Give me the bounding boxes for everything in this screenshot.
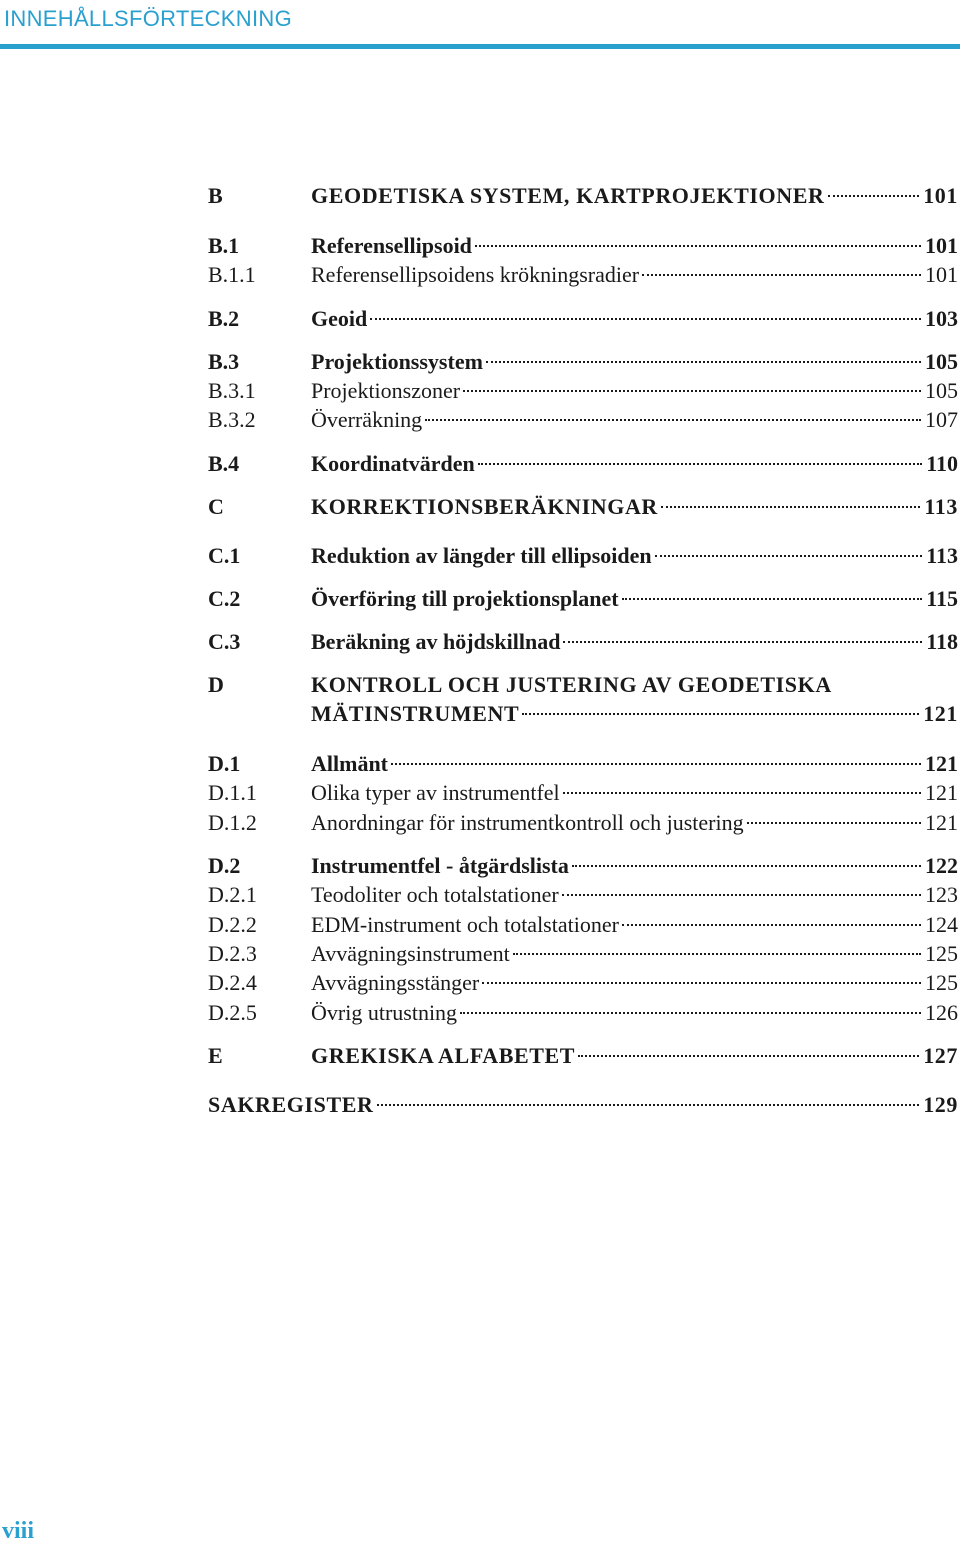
toc-entry-c-1[interactable] [208,541,958,571]
toc-entry-number: C [208,494,225,519]
toc-entry-page: 121 [925,810,958,835]
toc-leader-dots [562,894,921,896]
toc-entry-title: Projektionssystem [311,349,483,374]
toc-entry-c[interactable] [208,492,958,522]
toc-entry-page: 115 [926,586,958,611]
toc-entry-page: 113 [924,494,958,519]
toc-entry-page: 110 [926,451,958,476]
toc-entry-page: 101 [925,262,958,287]
toc-entry-number: C.1 [208,543,241,568]
toc-leader-dots [463,390,921,392]
toc-entry-b-3-1[interactable] [208,376,958,406]
toc-entry-title: Olika typer av instrumentfel [311,780,560,805]
toc-leader-dots [572,865,921,867]
toc-entry-title: Koordinatvärden [311,451,475,476]
toc-entry-b-2[interactable] [208,304,958,334]
footer-page-number: viii [2,1518,35,1544]
toc-leader-dots [475,245,921,247]
toc-entry-number: B.3.1 [208,378,256,403]
toc-entry-title: Beräkning av höjdskillnad [311,629,561,654]
toc-entry-title: Överföring till projektionsplanet [311,586,619,611]
toc-entry-page: 121 [925,751,958,776]
toc-entry-d-2-1[interactable] [208,880,958,910]
toc-entry-number: E [208,1043,224,1068]
toc-entry-title: Överräkning [311,407,423,432]
toc-leader-dots [486,361,921,363]
toc-entry-b-4[interactable] [208,449,958,479]
toc-entry-page: 105 [925,378,958,403]
toc-entry-d-1[interactable] [208,749,958,779]
toc-leader-dots [370,318,921,320]
toc-entry-page: 107 [925,407,958,432]
toc-entry-number: B [208,183,224,208]
toc-entry-page: 121 [925,780,958,805]
toc-entry-page: 118 [926,629,958,654]
toc-entry-d-2-5[interactable] [208,998,958,1028]
toc-leader-dots [747,822,921,824]
toc-leader-dots [377,1104,920,1106]
toc-entry-number: C.2 [208,586,241,611]
toc-leader-dots [642,274,921,276]
toc-entry-page: 113 [926,543,958,568]
toc-entry-d-2[interactable] [208,851,958,881]
toc-entry-page: 121 [923,701,958,726]
toc-entry-e[interactable] [208,1041,958,1071]
toc-entry-d-2-2[interactable] [208,910,958,940]
toc-leader-dots [425,419,921,421]
toc-entry-number: D.2.3 [208,941,257,966]
toc-entry-number: D.2.2 [208,912,257,937]
toc-entry-number: B.2 [208,306,240,331]
toc-entry-b[interactable] [208,181,958,211]
toc-leader-dots [828,195,920,197]
toc-entry-page: 101 [923,183,958,208]
toc-entry-page: 101 [925,233,958,258]
toc-entry-title: Anordningar för instrumentkontroll och justering [311,810,744,835]
page-header-title: INNEHÅLLSFÖRTECKNING [4,6,292,31]
toc-entry-title: Övrig utrustning [311,1000,458,1025]
header-rule [0,44,960,49]
toc-entry-b-1[interactable] [208,231,958,261]
toc-entry-title: Allmänt [311,751,388,776]
toc-entry-title: Referensellipsoidens krökningsradier [311,262,640,287]
toc-entry-title: Projektionszoner [311,378,461,403]
toc-entry-number: D.2 [208,853,241,878]
toc-entry-number: B.1.1 [208,262,256,287]
toc-entry-d-2-4[interactable] [208,968,958,998]
toc-entry-sakregister[interactable] [208,1090,958,1120]
toc-entry-page: 125 [925,941,958,966]
toc-entry-d-heading[interactable] [208,670,958,700]
toc-entry-title: Teodoliter och totalstationer [311,882,559,907]
toc-entry-d[interactable] [208,699,958,729]
toc-entry-page: 129 [923,1092,958,1117]
toc-entry-number: D.2.5 [208,1000,257,1025]
toc-leader-dots [513,953,921,955]
toc-entry-title: KORREKTIONSBERÄKNINGAR [311,494,658,519]
toc-entry-title: Avvägningsstänger [311,970,480,995]
toc-entry-d-2-3[interactable] [208,939,958,969]
toc-entry-page: 123 [925,882,958,907]
toc-entry-title-line1: KONTROLL OCH JUSTERING AV GEODETISKA [311,672,832,697]
toc-leader-dots [482,982,921,984]
toc-leader-dots [522,713,919,715]
toc-entry-d-1-1[interactable] [208,778,958,808]
toc-leader-dots [661,506,920,508]
toc-entry-title: GREKISKA ALFABETET [311,1043,576,1068]
toc-entry-title: Reduktion av längder till ellipsoiden [311,543,652,568]
toc-leader-dots [578,1055,919,1057]
toc-entry-title: Geoid [311,306,368,331]
toc-leader-dots [622,924,921,926]
toc-entry-page: 127 [923,1043,958,1068]
toc-leader-dots [563,792,921,794]
toc-entry-number: D.1 [208,751,241,776]
toc-entry-page: 103 [925,306,958,331]
toc-entry-page: 105 [925,349,958,374]
toc-entry-number: D [208,672,225,697]
toc-entry-title: Referensellipsoid [311,233,472,258]
toc-leader-dots [563,641,922,643]
toc-entry-title: SAKREGISTER [208,1092,374,1117]
toc-leader-dots [622,598,923,600]
toc-entry-b-1-1[interactable] [208,260,958,290]
toc-entry-number: D.2.1 [208,882,257,907]
toc-entry-c-3[interactable] [208,627,958,657]
toc-leader-dots [391,763,921,765]
toc-entry-title: Instrumentfel - åtgärdslista [311,853,569,878]
toc-entry-number: D.1.2 [208,810,257,835]
toc-entry-title: EDM-instrument och totalstationer [311,912,619,937]
toc-entry-page: 124 [925,912,958,937]
toc-entry-c-2[interactable] [208,584,958,614]
toc-entry-number: B.3.2 [208,407,256,432]
toc-entry-title: MÄTINSTRUMENT [311,701,520,726]
toc-entry-b-3[interactable] [208,347,958,377]
toc-entry-b-3-2[interactable] [208,405,958,435]
toc-entry-page: 122 [925,853,958,878]
toc-entry-page: 125 [925,970,958,995]
toc-entry-page: 126 [925,1000,958,1025]
toc-entry-number: B.4 [208,451,240,476]
toc-entry-number: B.3 [208,349,240,374]
toc-entry-title: GEODETISKA SYSTEM, KARTPROJEKTIONER [311,183,825,208]
toc-entry-number: B.1 [208,233,240,258]
toc-entry-number: D.1.1 [208,780,257,805]
toc-leader-dots [655,555,923,557]
toc-entry-title: Avvägningsinstrument [311,941,510,966]
toc-leader-dots [460,1012,921,1014]
toc-entry-number: D.2.4 [208,970,257,995]
toc-leader-dots [478,463,922,465]
toc-entry-number: C.3 [208,629,241,654]
toc-entry-d-1-2[interactable] [208,808,958,838]
